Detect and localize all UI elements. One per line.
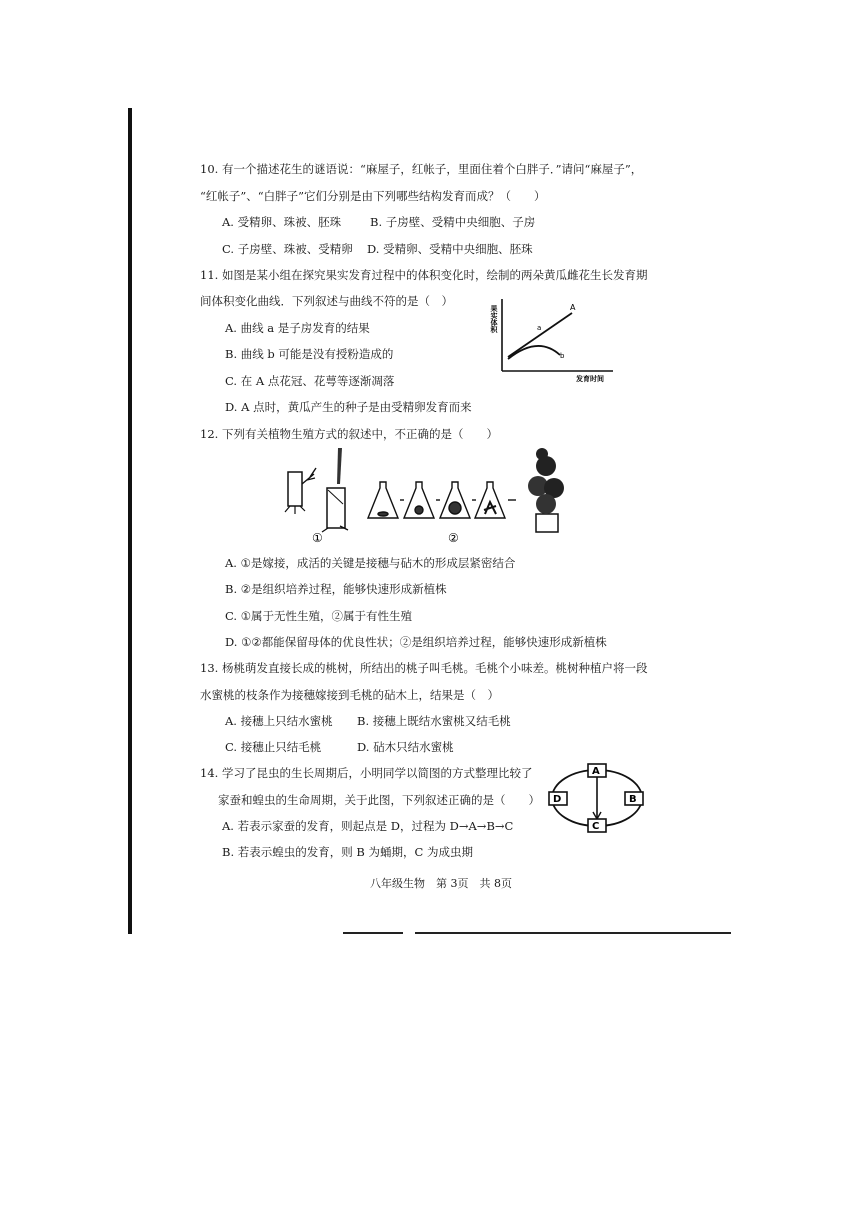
potted-plant-illustration bbox=[528, 448, 564, 532]
q11-option-c: C. 在 A 点花冠、花萼等逐渐凋落 bbox=[225, 374, 395, 388]
q12-stem: 12. 下列有关植物生殖方式的叙述中，不正确的是（ ） bbox=[200, 427, 498, 441]
graph-ylabel: 果实体积 bbox=[490, 305, 498, 333]
q13-option-c: C. 接穗止只结毛桃 bbox=[225, 740, 322, 754]
tissue-culture-flasks bbox=[368, 482, 516, 518]
q14-lifecycle-diagram bbox=[543, 762, 655, 834]
label-1: ① bbox=[312, 531, 323, 544]
q10-option-c: C. 子房壁、珠被、受精卵 bbox=[222, 242, 353, 256]
q14-option-a: A. 若表示家蚕的发育，则起点是 D，过程为 D→A→B→C bbox=[222, 819, 514, 833]
stage-b-label: B bbox=[629, 794, 637, 805]
curve-a bbox=[508, 313, 572, 357]
q10-option-d: D. 受精卵、受精中央细胞、胚珠 bbox=[367, 242, 533, 256]
q14-option-b: B. 若表示蝗虫的发育，则 B 为蛹期，C 为成虫期 bbox=[222, 845, 473, 859]
scan-border-bottom bbox=[415, 932, 731, 934]
label-2: ② bbox=[448, 531, 459, 544]
q13-option-b: B. 接穗上既结水蜜桃又结毛桃 bbox=[357, 714, 511, 728]
q11-stem-line2: 间体积变化曲线．下列叙述与曲线不符的是（ ） bbox=[200, 294, 453, 308]
q10-stem-line1: 10. 有一个描述花生的谜语说：“麻屋子，红帐子，里面住着个白胖子．”请问“麻屋子”， bbox=[200, 162, 643, 176]
grafting-illustration bbox=[285, 448, 348, 532]
q12-option-d: D. ①②都能保留母体的优良性状；②是组织培养过程，能够快速形成新植株 bbox=[225, 635, 607, 649]
stage-a-label: A bbox=[592, 766, 600, 777]
stage-d-label: D bbox=[553, 794, 562, 805]
q11-option-b: B. 曲线 b 可能是没有授粉造成的 bbox=[225, 347, 394, 361]
q11-stem-line1: 11. 如图是某小组在探究果实发育过程中的体积变化时，绘制的两朵黄瓜雌花生长发育期 bbox=[200, 268, 648, 282]
q14-stem-line2: 家蚕和蝗虫的生命周期，关于此图，下列叙述正确的是（ ） bbox=[218, 793, 540, 807]
scan-border-left bbox=[128, 108, 132, 934]
graph-xlabel: 发育时间 bbox=[576, 375, 604, 383]
q12-figure bbox=[280, 444, 580, 544]
q11-option-d: D. A 点时，黄瓜产生的种子是由受精卵发育而来 bbox=[225, 400, 472, 414]
q12-option-a: A. ①是嫁接，成活的关键是接穗与砧木的形成层紧密结合 bbox=[225, 556, 516, 570]
curve-b-label: b bbox=[560, 352, 565, 360]
q14-stem-line1: 14. 学习了昆虫的生长周期后，小明同学以简图的方式整理比较了 bbox=[200, 766, 533, 780]
curve-b bbox=[508, 346, 560, 359]
stage-c-label: C bbox=[592, 821, 600, 832]
q11-volume-graph bbox=[488, 295, 618, 387]
q12-option-c: C. ①属于无性生殖，②属于有性生殖 bbox=[225, 609, 413, 623]
q13-option-a: A. 接穗上只结水蜜桃 bbox=[225, 714, 333, 728]
q10-stem-line2: “红帐子”、“白胖子”它们分别是由下列哪些结构发育而成？（ ） bbox=[200, 189, 546, 203]
q13-option-d: D. 砧木只结水蜜桃 bbox=[357, 740, 454, 754]
graph-point-a-label: A bbox=[570, 303, 576, 312]
q13-stem-line2: 水蜜桃的枝条作为接穗嫁接到毛桃的砧木上，结果是（ ） bbox=[200, 688, 499, 702]
scan-border-bottom bbox=[343, 932, 403, 934]
q10-option-b: B. 子房壁、受精中央细胞、子房 bbox=[370, 215, 536, 229]
page-footer: 八年级生物 第 3页 共 8页 bbox=[370, 877, 512, 890]
q12-option-b: B. ②是组织培养过程，能够快速形成新植株 bbox=[225, 582, 447, 596]
q13-stem-line1: 13. 杨桃萌发直接长成的桃树，所结出的桃子叫毛桃。毛桃个小味差。桃树种植户将一段 bbox=[200, 661, 648, 675]
q11-option-a: A. 曲线 a 是子房发育的结果 bbox=[225, 321, 370, 335]
q10-option-a: A. 受精卵、珠被、胚珠 bbox=[222, 215, 342, 229]
curve-a-label: a bbox=[537, 324, 542, 332]
